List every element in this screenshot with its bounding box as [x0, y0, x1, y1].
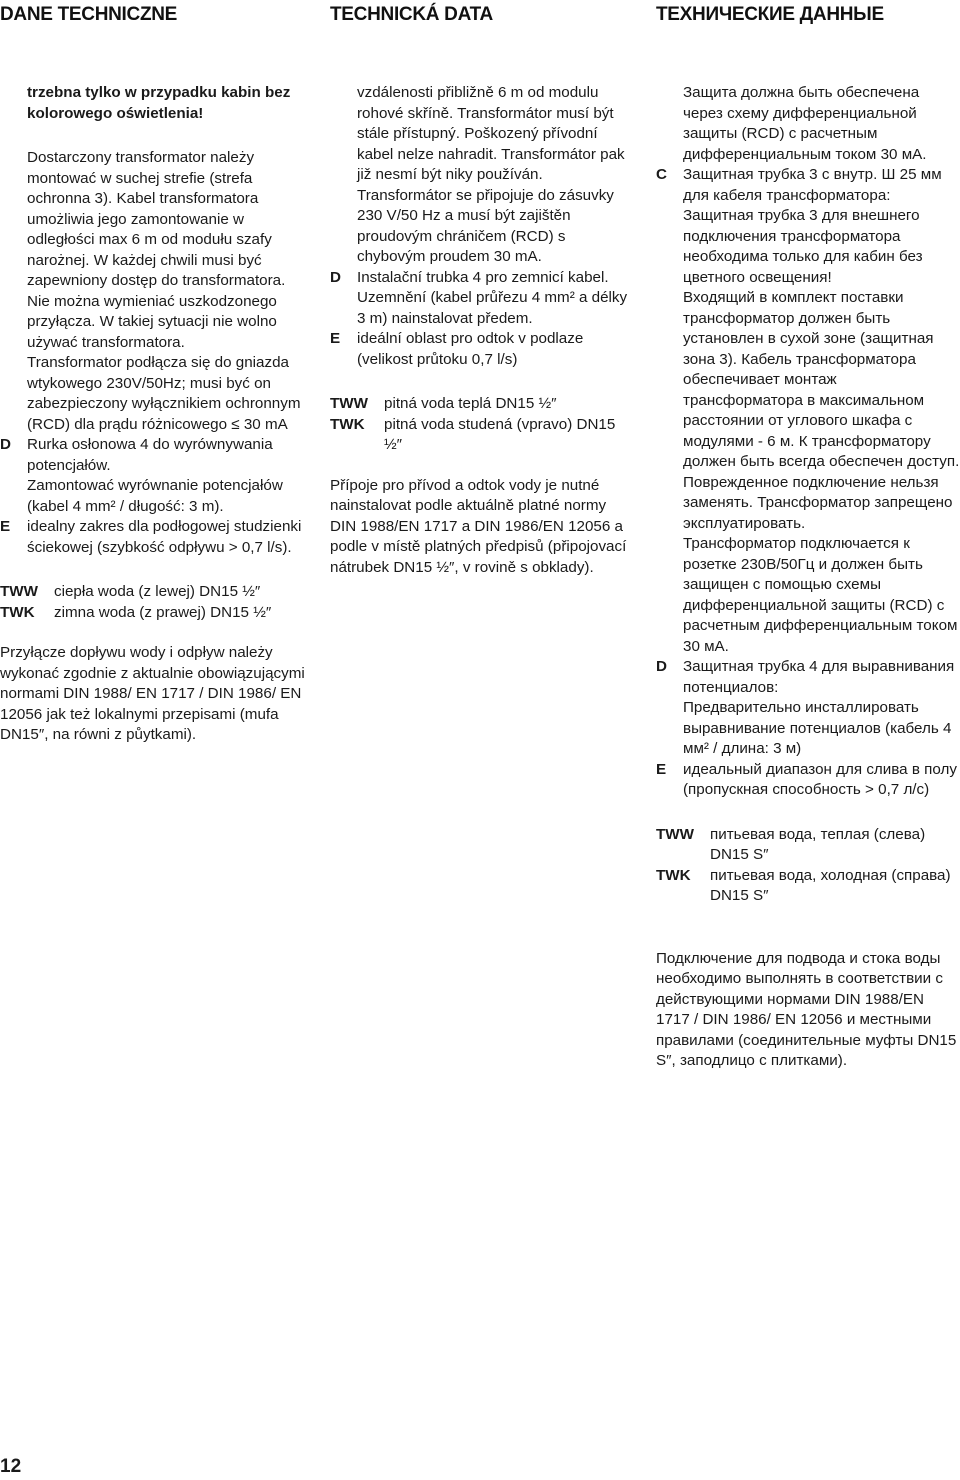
twk-label: TWK — [0, 603, 35, 621]
column-russian — [656, 83, 960, 1072]
twk-label: TWK — [330, 415, 365, 433]
item-e-text: ideální oblast pro odtok v podlaze (velikost průtoku 0,7 l/s) — [357, 330, 584, 368]
item-d-text: Instalační trubka 4 pro zemnicí kabel. — [357, 268, 609, 286]
twk-label: TWK — [656, 866, 691, 884]
tww-row — [330, 394, 632, 415]
item-c — [656, 165, 960, 657]
item-d-label: D — [330, 268, 341, 286]
page-number: 12 — [0, 1456, 22, 1477]
tww-text: ciepła woda (z lewej) DN15 ½″ — [54, 583, 261, 600]
water-connection-paragraph: Подключение для подвода и стока воды необходимо выполнять в соответствии с действующими нормами DIN 1988/EN 1717 / DIN 1986/ EN 12056 и местными правилами (соединительные муфты DN15 S″, заподлицо с плитками). — [656, 949, 957, 1069]
item-c-label: C — [656, 166, 667, 183]
protection-paragraph: Защита должна быть обеспечена через схему дифференциальной защиты (RCD) с расчетным дифференциальным током 30 мА. — [683, 84, 927, 163]
item-d-text: Rurka osłonowa 4 do wyrównywania potencjałów. — [27, 436, 273, 474]
item-c-text-3: Входящий в комплект поставки трансформатор должен быть установлен в сухой зоне (защитная зона 3). Кабель трансформатора обеспечивает монтаж трансформатора в максимальном расстоянии от углового шкафа с модулями - 6 м. К трансформатору должен быть всегда обеспечен доступ. Поврежденное подключение нельзя заменять. Трансформатор запрещено эксплуатировать. — [683, 289, 960, 532]
bold-note: trzebna tylko w przypadku kabin bez kolorowego oświetlenia! — [27, 84, 291, 122]
twk-row — [656, 866, 960, 907]
item-e-label: E — [0, 518, 11, 535]
twk-text: zimna woda (z prawej) DN15 ½″ — [54, 603, 272, 621]
socket-paragraph: Transformátor se připojuje do zásuvky 230 V/50 Hz a musí být zajištěn proudovým chráničem (RCD) s chybovým proudem 30 mA. — [357, 186, 614, 265]
tww-label: TWW — [656, 825, 694, 843]
header-title-ru: ТЕХНИЧЕСКИЕ ДАННЫЕ — [656, 4, 884, 25]
item-d — [0, 435, 305, 517]
item-d — [330, 268, 632, 330]
header-title-cs: TECHNICKÁ DATA — [330, 4, 493, 25]
item-e-label: E — [656, 760, 667, 778]
item-e-text: idealny zakres dla podłogowej studzienki ściekowej (szybkość odpływu > 0,7 l/s). — [27, 518, 302, 556]
page-header — [0, 4, 960, 28]
twk-row — [330, 415, 632, 456]
twk-row — [0, 603, 305, 624]
tww-label: TWW — [330, 395, 368, 412]
header-title-pl: DANE TECHNICZNE — [0, 4, 178, 25]
tww-label: TWW — [0, 583, 38, 600]
item-c-text-2: Защитная трубка 3 для внешнего подключения трансформатора необходима только для кабин без цветного освещения! — [683, 207, 923, 286]
tww-row — [656, 825, 960, 866]
twk-text: питьевая вода, холодная (справа) DN15 S″ — [710, 866, 951, 904]
tww-text: питьевая вода, теплая (слева) DN15 S″ — [710, 825, 926, 863]
item-d-text-2: Предварительно инсталлировать выравнивание потенциалов (кабель 4 мм² / длина: 3 м) — [683, 699, 952, 757]
transformer-paragraph: vzdálenosti přibližně 6 m od modulu rohové skříně. Transformátor musí být stále přístupný. Poškozený přívodní kabel nelze nahradit. Transformátor pak již nesmí být niky používán. — [357, 84, 625, 183]
tww-row — [0, 582, 305, 603]
item-d-label: D — [0, 436, 11, 453]
item-c-text-4: Трансформатор подключается к розетке 230В/50Гц и должен быть защищен с помощью схемы дифференциальной защиты (RCD) с расчетным дифференциальным током 30 мА. — [683, 535, 958, 655]
twk-text: pitná voda studená (vpravo) DN15 ½″ — [384, 415, 616, 453]
column-polish — [0, 83, 305, 746]
item-d-text: Защитная трубка 4 для выравнивания потенциалов: — [683, 658, 955, 696]
water-connection-paragraph: Przyłącze dopływu wody i odpływ należy wykonać zgodnie z aktualnie obowiązującymi normami DIN 1988/ EN 1717 / DIN 1986/ EN 12056 jak też lokalnymi przepisami (mufa DN15″, na równi z půytkami). — [0, 644, 305, 743]
water-connection-paragraph: Přípoje pro přívod a odtok vody je nutné nainstalovat podle aktuálně platné normy DIN 1988/EN 1717 a DIN 1986/EN 12056 a podle v místě platných předpisů (připojovací nátrubek DN15 ½″, v rovině s obklady). — [330, 476, 627, 576]
item-d-text-2: Uzemnění (kabel průřezu 4 mm² a délky 3 m) nainstalovat předem. — [357, 289, 628, 327]
column-czech — [330, 83, 632, 578]
item-e — [0, 517, 305, 558]
item-e-label: E — [330, 330, 341, 347]
item-d-label: D — [656, 658, 667, 675]
item-d-text-2: Zamontować wyrównanie potencjałów (kabel 4 mm² / długość: 3 m). — [27, 477, 283, 515]
item-e-text: идеальный диапазон для слива в полу (пропускная способность > 0,7 л/с) — [683, 760, 957, 798]
transformer-paragraph: Dostarczony transformator należy montować w suchej strefie (strefa ochronna 3). Kabel transformatora umożliwia jego zamontowanie w odległości max 6 m od modułu szafy narożnej. W każdej chwili musi być zapewniony dostęp do transformatora. Nie można wymieniać uszkodzonego przyłącza. W takiej sytuacji nie wolno używać transformatora. — [27, 149, 286, 351]
socket-paragraph: Transformator podłącza się do gniazda wtykowego 230V/50Hz; musi być on zabezpieczony wyłącznikiem ochronnym (RCD) dla prądu różnicowego ≤ 30 mA — [27, 354, 301, 433]
item-e — [330, 329, 632, 370]
tww-text: pitná voda teplá DN15 ½″ — [384, 395, 557, 412]
item-e — [656, 760, 960, 801]
item-d — [656, 657, 960, 760]
item-c-text: Защитная трубка 3 с внутр. Ш 25 мм для кабеля трансформатора: — [683, 166, 942, 204]
